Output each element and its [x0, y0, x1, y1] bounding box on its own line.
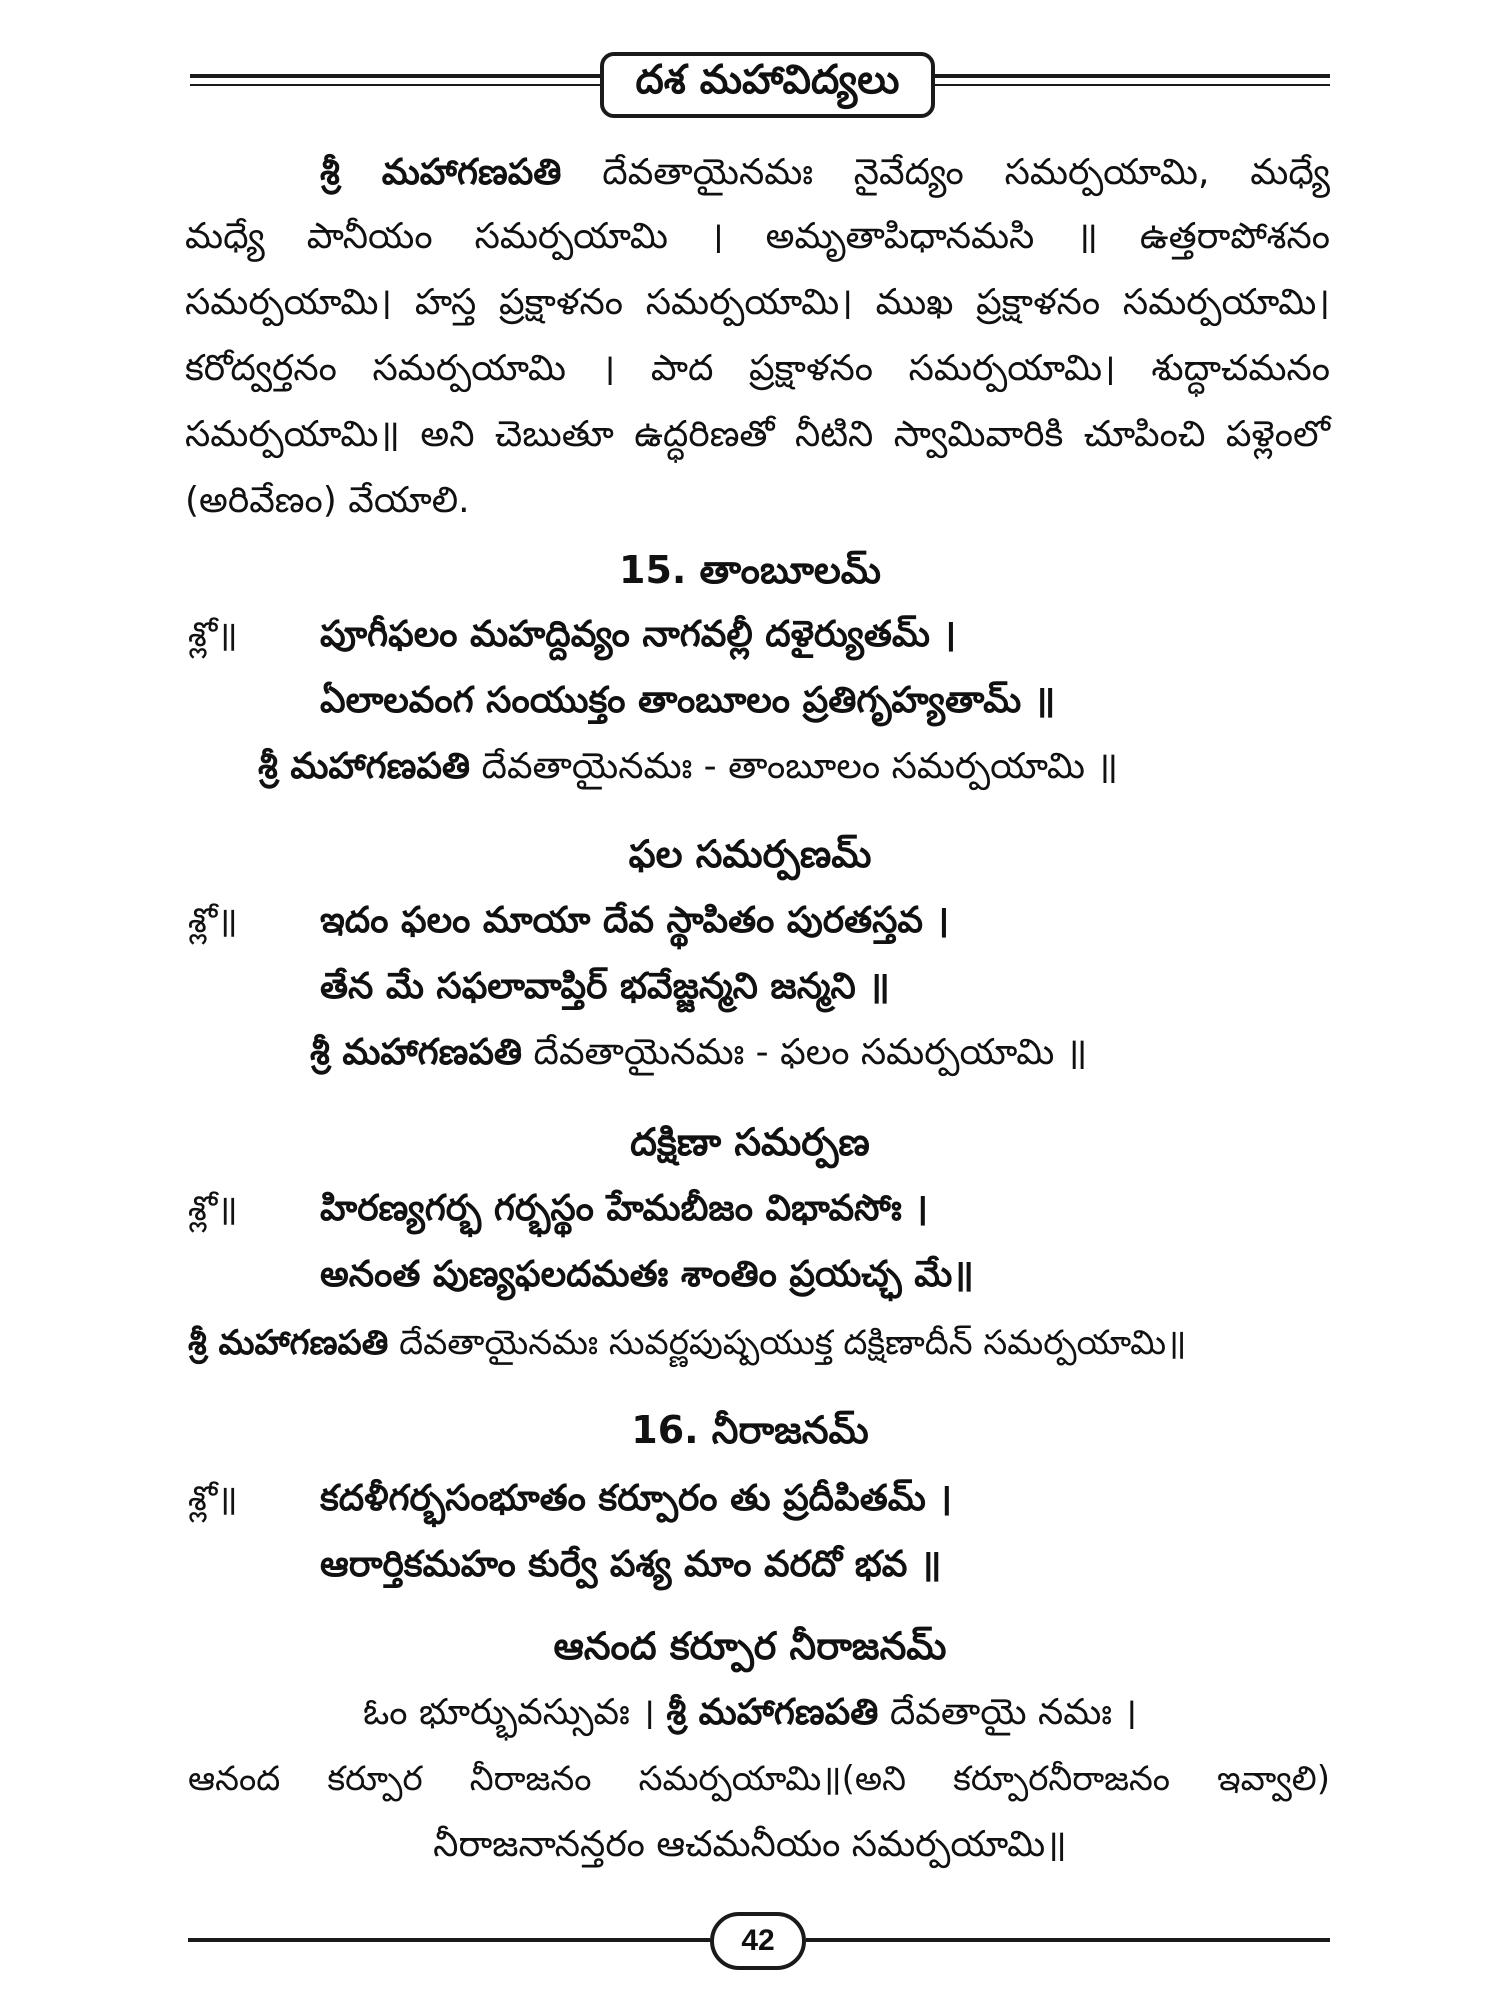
dakshina-verse-2: అనంత పుణ్యఫలదమతః శాంతిం ప్రయచ్ఛ మే॥ — [320, 1254, 974, 1295]
header-title: దశ మహావిద్యలు — [600, 52, 935, 118]
header-rule-left-thin — [190, 84, 600, 86]
intro-line-1 — [320, 150, 1330, 196]
neerajanam-verse-1: కదళీగర్భసంభూతం కర్పూరం తు ప్రదీపితమ్ । — [320, 1478, 952, 1519]
dakshina-offering-bold: శ్రీ మహాగణపతి — [188, 1323, 389, 1363]
intro-line-4: కరోద్వర్తనం సమర్పయామి । పాద ప్రక్షాళనం సమర్పయామి। శుద్ధాచమనం — [185, 348, 1330, 389]
intro-line-2: మధ్యే పానీయం సమర్పయామి । అమృతాపిధానమసి ॥ ఉత్తరాపోశనం — [185, 216, 1330, 257]
ananda-line-1-pre: ఓం భూర్భువస్సువః । — [362, 1692, 655, 1733]
neerajanam-verse-2: ఆరార్తికమహం కుర్వే పశ్య మాం వరదో భవ ॥ — [320, 1544, 942, 1585]
tambulam-heading: 15. తాంబూలమ్ — [619, 548, 881, 592]
footer-rule-left — [188, 1938, 710, 1942]
dakshina-offering — [188, 1320, 1186, 1366]
phala-offering — [310, 1030, 1087, 1076]
ananda-line-2: ఆనంద కర్పూర నీరాజనం సమర్పయామి॥(అని కర్పూరనీరాజనం ఇవ్వాలి) — [188, 1759, 1330, 1799]
intro-line-5: సమర్పయామి॥ అని చెబుతూ ఉద్ధరిణతో నీటిని స్వామివారికి చూపించి పళ్లెంలో — [185, 414, 1330, 455]
phala-offering-rest: దేవతాయైనమః - ఫలం సమర్పయామి ॥ — [533, 1032, 1088, 1073]
intro-line-3: సమర్పయామి। హస్త ప్రక్షాళనం సమర్పయామి। ముఖ ప్రక్షాళనం సమర్పయామి। — [185, 282, 1330, 323]
tambulam-verse-1: పూగీఫలం మహద్దివ్యం నాగవల్లీ దళైర్యుతమ్ । — [320, 614, 957, 655]
dakshina-verse-1: హిరణ్యగర్భ గర్భస్థం హేమబీజం విభావసోః । — [320, 1188, 928, 1229]
phala-verse-2: తేన మే సఫలావాప్తిర్ భవేజ్జన్మని జన్మని ॥ — [320, 966, 890, 1007]
ananda-line-1-bold: శ్రీ మహాగణపతి — [666, 1692, 879, 1733]
dakshina-heading: దక్షిణా సమర్పణ — [630, 1120, 870, 1164]
dakshina-offering-rest: దేవతాయైనమః సువర్ణపుష్పయుక్త దక్షిణాదీన్ సమర్పయామి॥ — [399, 1323, 1187, 1363]
tambulam-sloka-mark: శ్లో॥ — [188, 615, 238, 655]
phala-heading: ఫల సమర్పణమ్ — [628, 832, 872, 876]
header-rule-left — [190, 74, 600, 78]
ananda-heading: ఆనంద కర్పూర నీరాజనమ్ — [553, 1624, 947, 1668]
intro-line-1-bold: శ్రీ మహాగణపతి — [320, 152, 562, 193]
tambulam-offering — [258, 744, 1118, 790]
ananda-line-3: నీరాజనానన్తరం ఆచమనీయం సమర్పయామి॥ — [433, 1824, 1067, 1865]
header-rule-right-thin — [935, 84, 1330, 86]
phala-verse-1: ఇదం ఫలం మాయా దేవ స్థాపితం పురతస్తవ । — [320, 900, 950, 941]
intro-line-1-rest: దేవతాయైనమః నైవేద్యం సమర్పయామి, మధ్యే — [602, 152, 1331, 193]
page-number: 42 — [710, 1912, 806, 1970]
tambulam-offering-bold: శ్రీ మహాగణపతి — [258, 746, 471, 787]
ananda-line-1 — [0, 1690, 1500, 1736]
intro-line-6: (అరివేణం) వేయాలి. — [185, 480, 470, 521]
footer-rule-right — [806, 1938, 1330, 1942]
tambulam-verse-2: ఏలాలవంగ సంయుక్తం తాంబూలం ప్రతిగృహ్యతామ్ ॥ — [320, 680, 1056, 721]
dakshina-sloka-mark: శ్లో॥ — [188, 1189, 238, 1229]
neerajanam-heading: 16. నీరాజనమ్ — [631, 1408, 869, 1452]
neerajanam-sloka-mark: శ్లో॥ — [188, 1479, 238, 1519]
phala-offering-bold: శ్రీ మహాగణపతి — [310, 1032, 523, 1073]
tambulam-offering-rest: దేవతాయైనమః - తాంబూలం సమర్పయామి ॥ — [481, 746, 1119, 787]
phala-sloka-mark: శ్లో॥ — [188, 901, 238, 941]
header-rule-right — [935, 74, 1330, 78]
ananda-line-1-post: దేవతాయై నమః । — [889, 1692, 1138, 1733]
